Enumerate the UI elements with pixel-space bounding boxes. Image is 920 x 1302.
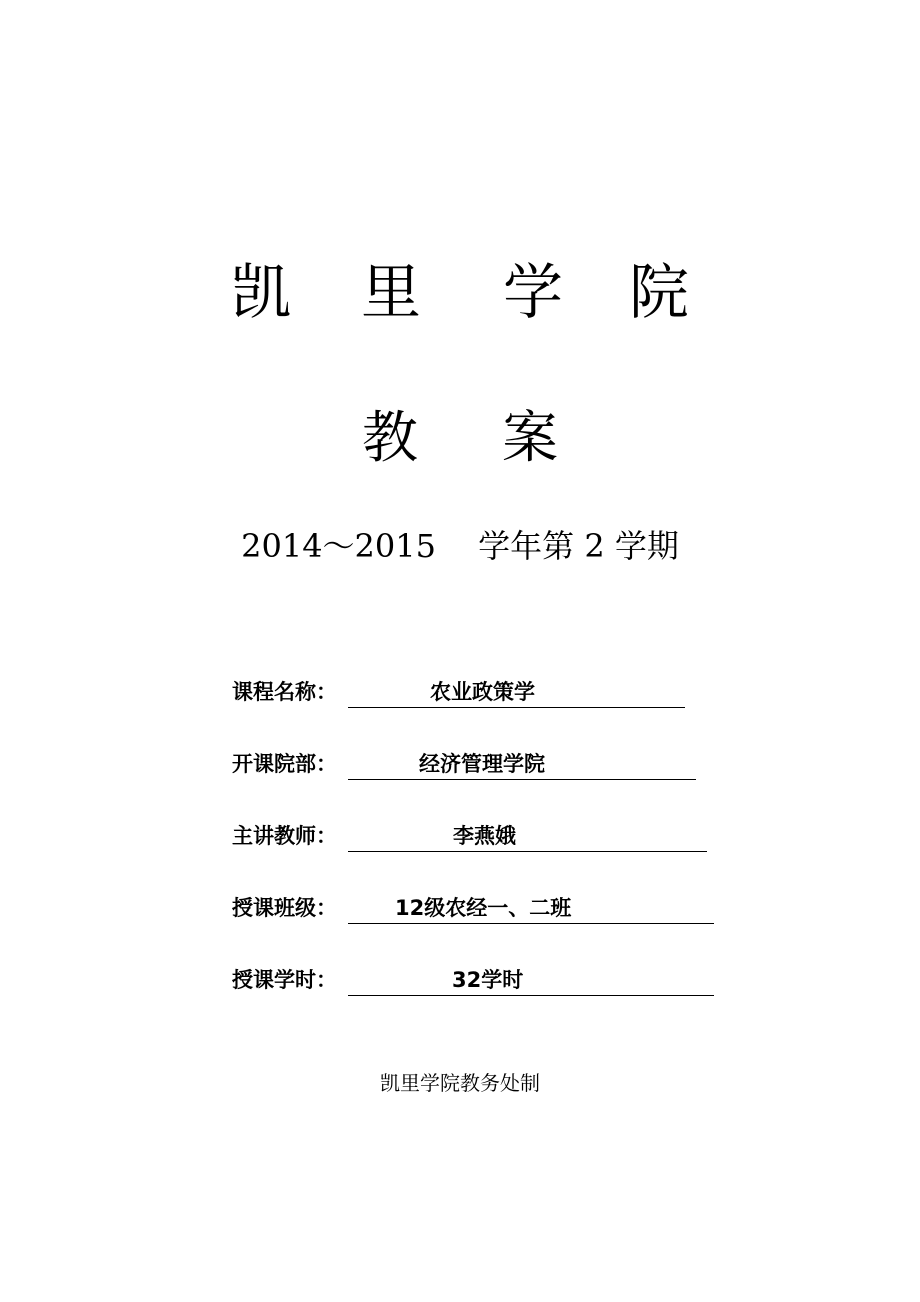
document-type-char: 案 (502, 406, 558, 471)
school-name-char: 学 (503, 258, 563, 328)
field-value-text: 32学时 (452, 968, 524, 992)
field-value (348, 677, 685, 708)
field-label: 授课班级： (232, 896, 337, 920)
academic-term: 2014～2015 学年第 2 学期 (241, 527, 679, 565)
school-name-char: 凯 (231, 258, 291, 328)
field-label: 授课学时： (232, 968, 337, 992)
field-value-text: 农业政策学 (430, 680, 535, 704)
field-value (348, 893, 714, 924)
field-value-text: 12级农经一、二班 (395, 896, 572, 920)
school-name-char: 院 (629, 258, 689, 328)
field-label: 开课院部： (232, 752, 337, 776)
field-value (348, 965, 714, 996)
school-name-char: 里 (361, 258, 421, 328)
footer-issuer: 凯里学院教务处制 (380, 1071, 540, 1095)
field-value-text: 经济管理学院 (419, 752, 545, 776)
field-value-text: 李燕娥 (453, 824, 516, 848)
document-type-char: 教 (362, 406, 418, 471)
field-label: 课程名称： (232, 680, 337, 704)
field-label: 主讲教师： (232, 824, 337, 848)
field-value (348, 821, 707, 852)
field-value (348, 749, 696, 780)
